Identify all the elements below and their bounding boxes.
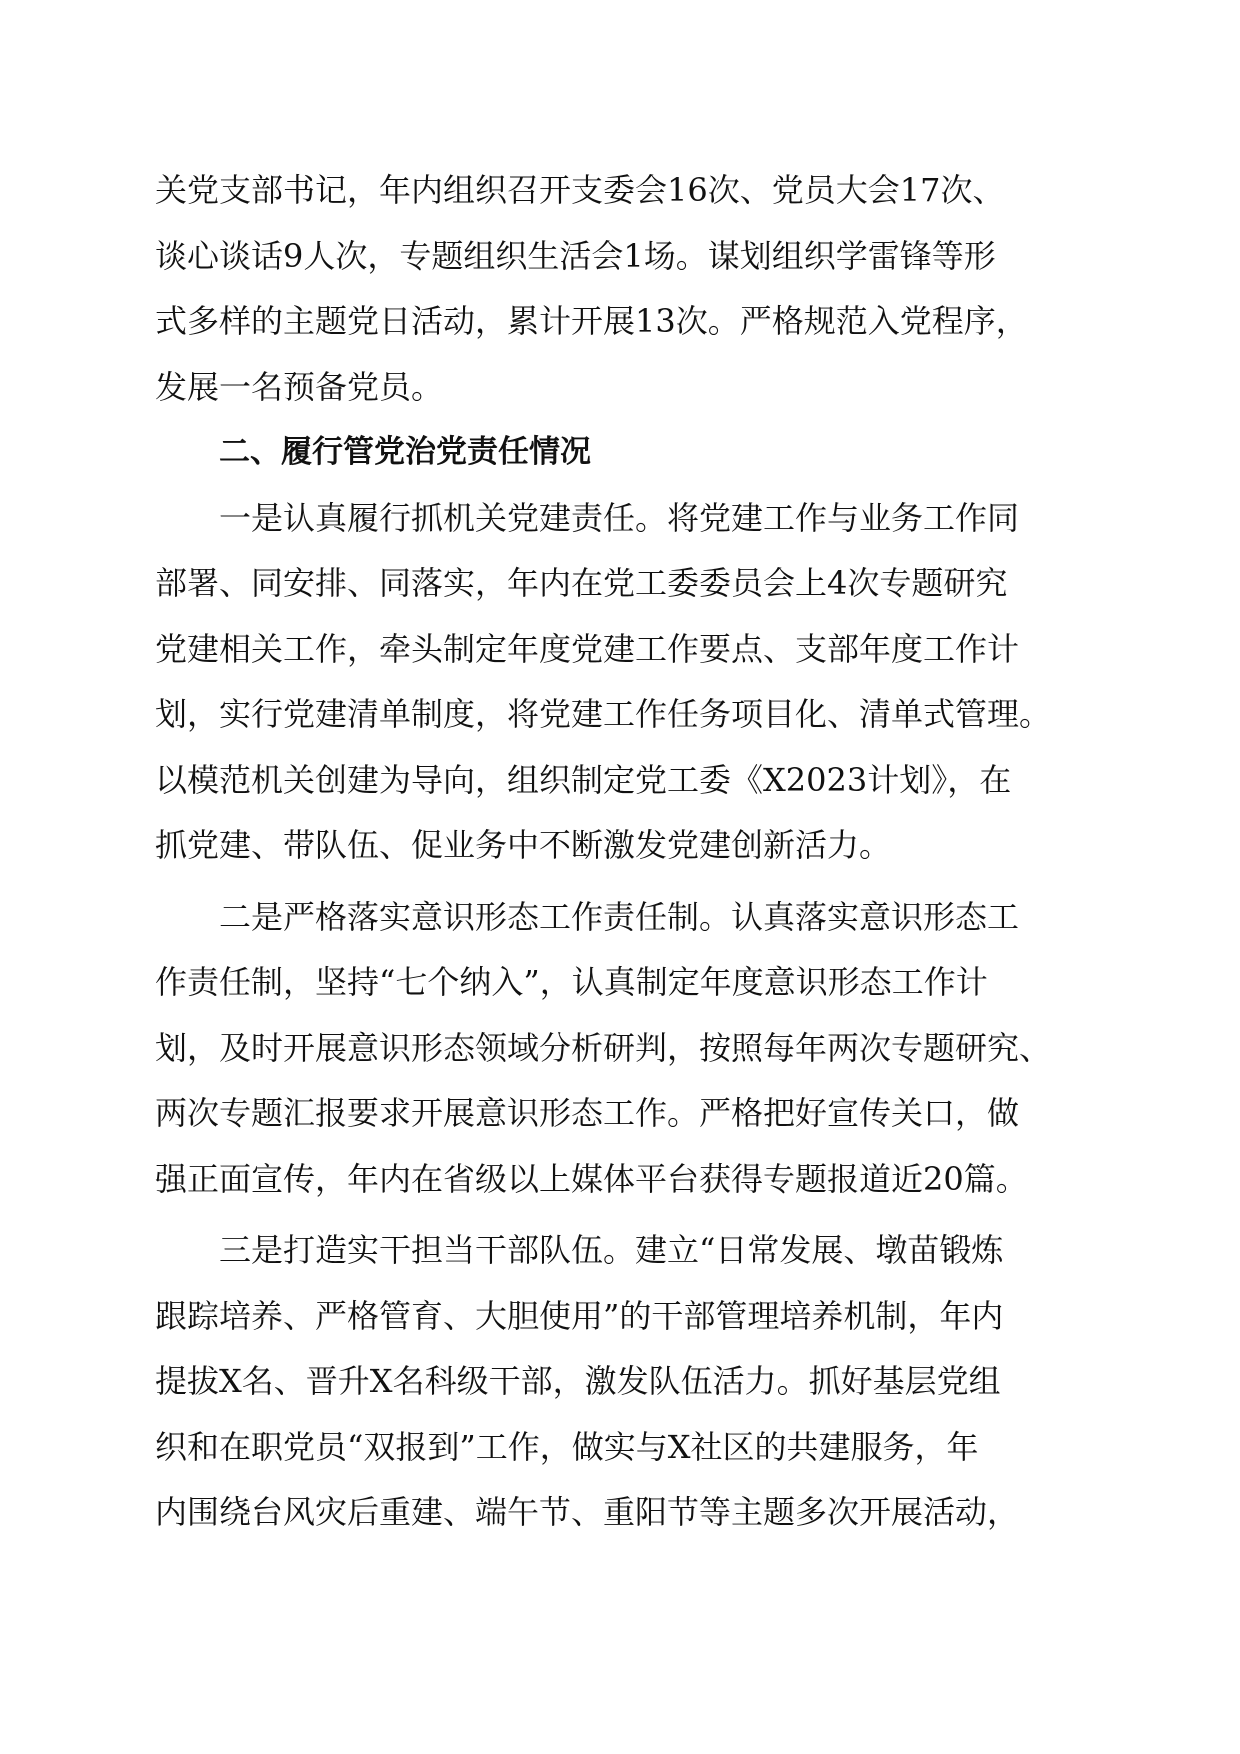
text-line: 强正面宣传，年内在省级以上媒体平台获得专题报道近20篇。 [155, 1159, 1028, 1198]
text-line: 两次专题汇报要求开展意识形态工作。严格把好宣传关口，做 [155, 1094, 1020, 1132]
section-heading: 二、履行管党治党责任情况 [219, 434, 591, 470]
text-line: 关党支部书记，年内组织召开支委会16次、党员大会17次、 [155, 171, 1005, 209]
text-line: 内围绕台风灾后重建、端午节、重阳节等主题多次开展活动， [155, 1493, 1020, 1531]
text-line: 划，及时开展意识形态领域分析研判，按照每年两次专题研究、 [155, 1028, 1052, 1067]
text-line: 谈心谈话9人次，专题组织生活会1场。谋划组织学雷锋等形 [155, 236, 996, 275]
text-line: 发展一名预备党员。 [155, 367, 444, 406]
text-line: 跟踪培养、严格管育、大胆使用”的干部管理培养机制，年内 [155, 1296, 1004, 1335]
text-line: 提拔X名、晋升X名科级干部，激发队伍活力。抓好基层党组 [155, 1362, 1001, 1400]
paragraph-first-line: 二是严格落实意识形态工作责任制。认真落实意识形态工 [219, 897, 1020, 936]
text-line: 部署、同安排、同落实，年内在党工委委员会上4次专题研究 [155, 564, 1008, 602]
paragraph-first-line: 一是认真履行抓机关党建责任。将党建工作与业务工作同 [219, 498, 1020, 537]
document-body [155, 158, 1095, 1546]
text-line: 以模范机关创建为导向，组织制定党工委《X2023计划》，在 [155, 760, 1012, 799]
text-line: 抓党建、带队伍、促业务中不断激发党建创新活力。 [155, 826, 892, 864]
paragraph-first-line: 三是打造实干担当干部队伍。建立“日常发展、墩苗锻炼 [219, 1231, 1004, 1269]
text-line: 党建相关工作，牵头制定年度党建工作要点、支部年度工作计 [155, 629, 1020, 668]
text-line: 织和在职党员“双报到”工作，做实与X社区的共建服务，年 [155, 1427, 979, 1466]
text-line: 式多样的主题党日活动，累计开展13次。严格规范入党程序， [155, 302, 1028, 340]
text-line: 划，实行党建清单制度，将党建工作任务项目化、清单式管理。 [155, 695, 1052, 733]
text-line: 作责任制，坚持“七个纳入”，认真制定年度意识形态工作计 [155, 963, 988, 1001]
